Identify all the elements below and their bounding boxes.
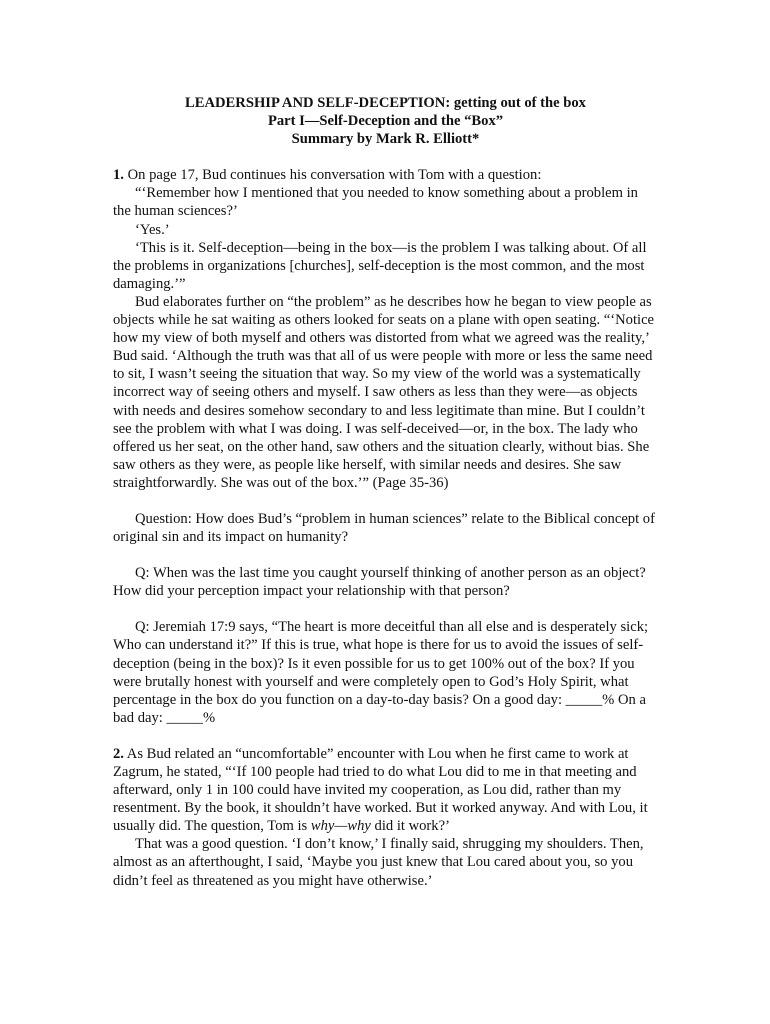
section-2-emphasis: why—why [310,818,371,835]
section-2-number: 2. [113,745,124,762]
section-1-intro [113,166,658,184]
document-page [113,94,658,890]
section-1-intro-text: On page 17, Bud continues his conversation with Tom with a question: [123,167,542,184]
document-title: LEADERSHIP AND SELF-DECEPTION: getting out of the box [185,95,586,111]
section-1-quote-3: ‘This is it. Self-deception—being in the box—is the problem I was talking about. Of all the problems in organizations [churches], self-deception is the most common, and the most damaging.’” [113,239,647,292]
section-2-text-b: did it work?’ [370,818,450,835]
section-1-quote-2: ‘Yes.’ [135,221,170,238]
document-heading [113,94,658,148]
section-2-text-a: As Bud related an “uncomfortable” encounter with Lou when he first came to work at Zagrum, he stated, “‘If 100 people had tried to do what Lou did to me in that meeting and afterward, only 1 in 100 could have invited my cooperation, as Lou did, rather than my resentment. By the book, it shouldn’t have worked. But it worked anyway. And with Lou, it usually did. The question, Tom is [113,745,648,835]
section-1-number: 1. [113,167,124,184]
section-1-question-3: Q: Jeremiah 17:9 says, “The heart is more deceitful than all else and is desperately sick; Who can understand it?” If this is true, what hope is there for us to avoid the issues of self-deception (being in the box)? Is it even possible for us to get 100% out of the box? If you were brutally honest with yourself and were completely open to God’s Holy Spirit, what percentage in the box do you function on a day-to-day basis? On a good day: _____% On a bad day: _____% [113,619,649,726]
document-byline: Summary by Mark R. Elliott* [291,131,480,148]
section-1-quote-1: “‘Remember how I mentioned that you needed to know something about a problem in the human sciences?’ [113,185,638,220]
section-2-intro [113,745,658,835]
section-1-question-2: Q: When was the last time you caught yourself thinking of another person as an object? How did your perception impact your relationship with that person? [113,565,646,600]
section-1-question-1: Question: How does Bud’s “problem in human sciences” relate to the Biblical concept of original sin and its impact on humanity? [113,510,655,546]
section-2-paragraph: That was a good question. ‘I don’t know,’ I finally said, shrugging my shoulders. Then, almost as an afterthought, I said, ‘Maybe you just knew that Lou cared about you, so you didn’t feel as threatened as you might have otherwise.’ [113,836,644,889]
section-1-paragraph: Bud elaborates further on “the problem” as he describes how he began to view people as objects while he sat waiting as others looked for seats on a plane with open seating. “‘Notice how my view of both myself and others was distorted from what we agreed was the reality,’ Bud said. ‘Although the truth was that all of us were people with more or less the same need to sit, I wasn’t seeing the situation that way. So my view of the world was a systematically incorrect way of seeing others and myself. I saw others as less than they were—as objects with needs and desires somehow secondary to and less legitimate than mine. But I couldn’t see the problem with what I was doing. I was self-deceived—or, in the box. The lady who offered us her seat, on the other hand, saw others and the situation clearly, without bias. She saw others as they were, as people like herself, with similar needs and desires. She saw straightforwardly. She was out of the box.’” (Page 35-36) [113,293,655,491]
document-subtitle: Part I—Self-Deception and the “Box” [267,113,504,130]
